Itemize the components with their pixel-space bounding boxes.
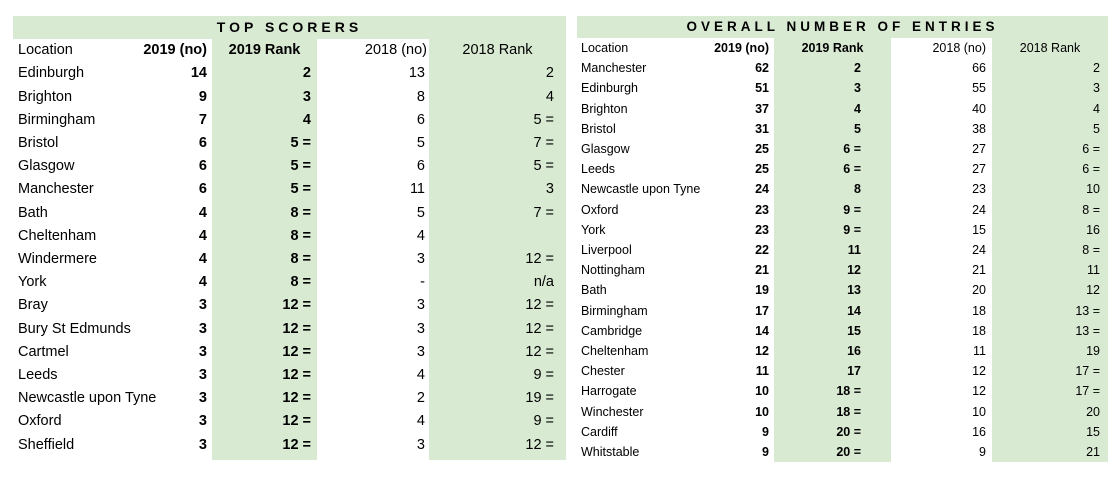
cell-2018-no: 15 — [972, 222, 986, 237]
cell-2019-no: 14 — [190, 65, 207, 82]
cell-2019-no: 23 — [755, 222, 769, 237]
cell-2018-no: 4 — [416, 367, 425, 383]
cell-2019-rank: 12 = — [282, 343, 311, 360]
header-2019-rank: 2019 Rank — [228, 42, 301, 58]
cell-location: Edinburgh — [581, 81, 638, 96]
table-row — [13, 225, 566, 248]
cell-location: Cambridge — [581, 323, 643, 338]
cell-2018-no: 23 — [972, 182, 986, 197]
cell-2019-rank: 18 = — [836, 384, 861, 399]
table-row — [577, 220, 1108, 240]
cell-2018-rank: 5 — [1093, 121, 1100, 136]
cell-2018-no: 13 — [408, 65, 425, 82]
cell-location: Liverpool — [581, 243, 632, 257]
cell-location: Cheltenham — [18, 227, 97, 244]
cell-2019-rank: 8 = — [290, 274, 311, 291]
header-row — [577, 38, 1108, 58]
cell-2019-no: 7 — [198, 111, 207, 128]
table-row — [13, 364, 566, 387]
cell-2018-no: 3 — [416, 320, 425, 337]
cell-location: Manchester — [18, 181, 94, 198]
cell-location: Harrogate — [581, 384, 637, 399]
table-row — [13, 294, 566, 317]
table-row — [13, 410, 566, 433]
cell-2019-no: 3 — [198, 343, 207, 360]
top-scorers-table — [13, 16, 566, 460]
header-2019-no: 2019 (no) — [714, 41, 769, 55]
cell-2018-no: 27 — [972, 142, 986, 156]
cell-2019-no: 37 — [755, 101, 769, 116]
cell-location: Sheffield — [18, 436, 75, 453]
cell-location: Leeds — [18, 367, 58, 383]
cell-2019-no: 22 — [755, 243, 769, 257]
cell-2019-rank: 12 = — [282, 390, 311, 407]
cell-2019-rank: 3 — [854, 81, 861, 96]
cell-2018-rank: 7 = — [533, 135, 554, 151]
cell-location: Glasgow — [18, 158, 75, 175]
table-row — [13, 202, 566, 225]
cell-2018-rank: 5 = — [533, 158, 554, 175]
cell-2018-no: 4 — [416, 227, 425, 244]
cell-2019-rank: 6 = — [843, 162, 861, 177]
cell-2019-no: 4 — [198, 204, 207, 221]
cell-location: Oxford — [18, 413, 62, 430]
cell-2018-rank: 17 = — [1075, 384, 1100, 399]
cell-2019-no: 11 — [755, 364, 769, 379]
cell-2018-rank: 2 — [545, 65, 554, 82]
cell-2019-no: 3 — [198, 367, 207, 383]
cell-2019-rank: 17 — [847, 364, 861, 379]
cell-location: Newcastle upon Tyne — [18, 390, 157, 407]
cell-2018-rank: 2 — [1093, 61, 1100, 76]
cell-location: Birmingham — [18, 111, 96, 128]
cell-2019-rank: 14 — [847, 303, 861, 318]
cell-2019-rank: 8 — [854, 182, 861, 197]
cell-2018-rank: 9 = — [533, 413, 554, 430]
cell-location: Bath — [18, 204, 48, 221]
cell-location: Bath — [581, 283, 607, 298]
cell-location: Brighton — [581, 101, 628, 116]
table-row — [13, 434, 566, 457]
cell-2019-no: 3 — [198, 390, 207, 407]
table-row — [13, 86, 566, 109]
cell-2019-rank: 12 = — [282, 297, 311, 314]
cell-2019-no: 3 — [198, 413, 207, 430]
cell-2019-rank: 5 = — [290, 181, 311, 198]
cell-2018-no: 40 — [972, 101, 986, 116]
cell-2019-no: 10 — [755, 384, 769, 399]
cell-2019-rank: 18 = — [836, 404, 861, 419]
cell-2018-no: 55 — [972, 81, 986, 96]
table-row — [577, 361, 1108, 381]
table-title: TOP SCORERS — [216, 19, 363, 35]
cell-2018-no: 20 — [972, 283, 986, 298]
cell-2019-rank: 13 — [847, 283, 861, 298]
cell-2018-rank: 19 — [1086, 344, 1100, 358]
cell-location: Bristol — [18, 135, 59, 151]
table-row — [577, 99, 1108, 119]
cell-2018-rank: 6 = — [1082, 162, 1100, 177]
cell-location: York — [18, 274, 47, 291]
cell-location: Cartmel — [18, 343, 69, 360]
cell-2018-rank: 12 — [1086, 283, 1100, 298]
cell-2019-rank: 3 — [302, 88, 311, 105]
cell-2019-rank: 2 — [854, 61, 861, 76]
cell-location: Whitstable — [581, 445, 640, 459]
table-row — [577, 442, 1108, 462]
cell-location: Leeds — [581, 162, 616, 177]
cell-location: Brighton — [18, 88, 73, 105]
cell-2019-rank: 12 = — [282, 320, 311, 337]
header-2018-no: 2018 (no) — [932, 41, 986, 55]
cell-location: Bray — [18, 297, 48, 314]
cell-location: Newcastle upon Tyne — [581, 182, 701, 197]
cell-location: Winchester — [581, 404, 644, 419]
cell-2018-rank: 4 — [1093, 101, 1100, 116]
cell-2019-rank: 6 = — [843, 142, 861, 156]
cell-2018-no: 12 — [972, 384, 986, 399]
cell-2019-no: 21 — [755, 263, 769, 278]
table-row — [577, 139, 1108, 159]
cell-2019-rank: 11 — [847, 243, 861, 257]
cell-2018-no: 66 — [972, 61, 986, 76]
cell-location: Glasgow — [581, 142, 630, 156]
cell-2018-rank: 10 — [1086, 182, 1100, 197]
cell-2019-no: 23 — [755, 202, 769, 217]
cell-2018-no: 10 — [972, 404, 986, 419]
cell-2019-no: 19 — [755, 283, 769, 298]
cell-2018-no: 11 — [973, 344, 986, 358]
cell-2018-no: 24 — [972, 202, 986, 217]
cell-2018-rank: 12 = — [525, 251, 554, 267]
cell-2018-rank: 12 = — [525, 436, 554, 453]
header-2019-rank: 2019 Rank — [801, 41, 864, 55]
cell-2018-no: 4 — [416, 413, 425, 430]
cell-2018-rank: 3 — [1093, 81, 1100, 96]
cell-2019-no: 9 — [198, 88, 207, 105]
table-row — [577, 341, 1108, 361]
cell-2019-rank: 12 = — [282, 413, 311, 430]
cell-2018-rank: 12 = — [525, 343, 554, 360]
header-2018-rank: 2018 Rank — [462, 42, 533, 58]
cell-2019-rank: 12 = — [282, 367, 311, 383]
cell-2018-rank: 8 = — [1082, 243, 1100, 257]
table-row — [577, 381, 1108, 401]
cell-2018-no: 18 — [972, 303, 986, 318]
header-row — [13, 39, 566, 62]
cell-2019-rank: 8 = — [290, 251, 311, 267]
cell-location: Cheltenham — [581, 344, 649, 358]
cell-2018-no: 8 — [416, 88, 425, 105]
cell-2019-no: 4 — [198, 251, 207, 267]
cell-2018-no: 24 — [972, 243, 986, 257]
cell-2019-no: 4 — [198, 274, 207, 291]
table-row — [13, 62, 566, 85]
header-2018-rank: 2018 Rank — [1019, 41, 1081, 55]
cell-2018-no: 3 — [416, 297, 425, 314]
table-row — [577, 402, 1108, 422]
cell-2019-rank: 20 = — [836, 445, 861, 459]
table-row — [577, 321, 1108, 341]
cell-2018-rank: 4 — [545, 88, 554, 105]
table-row — [577, 179, 1108, 199]
table-row — [13, 178, 566, 201]
cell-2018-rank: 13 = — [1075, 303, 1100, 318]
table-row — [13, 109, 566, 132]
cell-2019-no: 12 — [755, 344, 769, 358]
cell-2019-rank: 9 = — [843, 202, 861, 217]
table-row — [577, 58, 1108, 78]
cell-location: Cardiff — [581, 424, 618, 439]
cell-2019-rank: 15 — [847, 323, 861, 338]
table-row — [577, 119, 1108, 139]
cell-2019-no: 17 — [755, 303, 769, 318]
cell-2018-no: 5 — [416, 135, 425, 151]
cell-2018-rank: 21 — [1086, 445, 1100, 459]
table-row — [13, 132, 566, 155]
cell-location: Nottingham — [581, 263, 645, 278]
cell-2019-rank: 12 — [847, 263, 861, 278]
cell-2018-rank: 8 = — [1082, 202, 1100, 217]
cell-2019-rank: 8 = — [290, 227, 311, 244]
cell-2018-rank: 17 = — [1075, 364, 1100, 379]
cell-2019-no: 9 — [762, 445, 769, 459]
table-row — [13, 248, 566, 271]
table-row — [13, 318, 566, 341]
cell-2018-no: 2 — [416, 390, 425, 407]
cell-2019-no: 3 — [198, 436, 207, 453]
cell-location: Chester — [581, 364, 625, 379]
cell-2019-no: 25 — [755, 162, 769, 177]
cell-2018-no: 5 — [416, 204, 425, 221]
cell-2018-rank: 12 = — [525, 320, 554, 337]
cell-2018-no: 27 — [972, 162, 986, 177]
cell-2018-no: 12 — [972, 364, 986, 379]
cell-location: Edinburgh — [18, 65, 85, 82]
cell-2019-no: 6 — [198, 158, 207, 175]
cell-2019-no: 14 — [755, 323, 769, 338]
cell-2018-no: - — [420, 274, 425, 291]
header-2018-no: 2018 (no) — [364, 42, 427, 58]
cell-2018-rank: 13 = — [1075, 323, 1100, 338]
cell-2019-rank: 4 — [302, 111, 311, 128]
cell-2018-rank: 11 — [1087, 263, 1100, 278]
cell-2019-no: 24 — [755, 182, 769, 197]
cell-2019-no: 6 — [198, 181, 207, 198]
cell-2019-no: 25 — [755, 142, 769, 156]
table-row — [13, 155, 566, 178]
cell-2019-no: 31 — [755, 121, 769, 136]
cell-2019-rank: 20 = — [836, 424, 861, 439]
cell-2018-rank: 19 = — [525, 390, 554, 407]
cell-location: Bristol — [581, 121, 616, 136]
cell-2018-no: 38 — [972, 121, 986, 136]
cell-2019-rank: 5 = — [290, 158, 311, 175]
cell-2019-no: 6 — [198, 135, 207, 151]
table-row — [577, 301, 1108, 321]
header-location: Location — [581, 41, 629, 55]
cell-2018-rank: n/a — [533, 274, 554, 291]
table-row — [13, 271, 566, 294]
cell-2018-rank: 16 — [1086, 222, 1100, 237]
cell-location: York — [581, 222, 606, 237]
cell-2019-no: 62 — [755, 61, 769, 76]
cell-2018-no: 3 — [416, 343, 425, 360]
cell-2018-rank: 15 — [1086, 424, 1100, 439]
cell-2019-no: 3 — [198, 297, 207, 314]
cell-2019-rank: 5 — [854, 121, 861, 136]
cell-location: Oxford — [581, 202, 619, 217]
table-row — [13, 341, 566, 364]
cell-2018-rank: 9 = — [533, 367, 554, 383]
cell-2019-rank: 12 = — [282, 436, 311, 453]
table-row — [577, 78, 1108, 98]
cell-2018-no: 3 — [416, 436, 425, 453]
cell-2018-rank: 12 = — [525, 297, 554, 314]
cell-2019-rank: 9 = — [843, 222, 861, 237]
cell-2019-rank: 5 = — [290, 135, 311, 151]
header-location: Location — [18, 42, 73, 58]
table-row — [577, 422, 1108, 442]
cell-2019-no: 9 — [762, 424, 769, 439]
cell-2018-rank: 3 — [545, 181, 554, 198]
cell-location: Bury St Edmunds — [18, 320, 131, 337]
table-row — [577, 240, 1108, 260]
table-row — [577, 260, 1108, 280]
cell-2018-no: 6 — [416, 111, 425, 128]
cell-2018-rank: 20 — [1086, 404, 1100, 419]
cell-2018-no: 18 — [972, 323, 986, 338]
cell-2019-rank: 16 — [847, 344, 861, 358]
cell-2019-no: 10 — [755, 404, 769, 419]
cell-2018-no: 21 — [972, 263, 986, 278]
cell-2018-rank: 6 = — [1082, 142, 1100, 156]
cell-2019-rank: 4 — [854, 101, 861, 116]
table-row — [13, 387, 566, 410]
cell-2018-no: 3 — [416, 251, 425, 267]
cell-2018-no: 16 — [972, 424, 986, 439]
table-row — [577, 159, 1108, 179]
cell-2019-no: 4 — [198, 227, 207, 244]
cell-2018-no: 6 — [416, 158, 425, 175]
cell-location: Windermere — [18, 251, 97, 267]
cell-2018-rank: 5 = — [533, 111, 554, 128]
cell-2018-rank: 7 = — [533, 204, 554, 221]
cell-2019-rank: 8 = — [290, 204, 311, 221]
table-title: OVERALL NUMBER OF ENTRIES — [686, 19, 999, 34]
cell-location: Manchester — [581, 61, 647, 76]
cell-location: Birmingham — [581, 303, 648, 318]
cell-2019-no: 3 — [198, 320, 207, 337]
cell-2018-no: 11 — [409, 181, 425, 198]
header-2019-no: 2019 (no) — [143, 42, 207, 58]
overall-entries-table — [577, 16, 1108, 462]
cell-2019-no: 51 — [755, 81, 769, 96]
cell-2018-no: 9 — [979, 445, 986, 459]
table-row — [577, 280, 1108, 300]
table-row — [577, 200, 1108, 220]
cell-2019-rank: 2 — [302, 65, 311, 82]
